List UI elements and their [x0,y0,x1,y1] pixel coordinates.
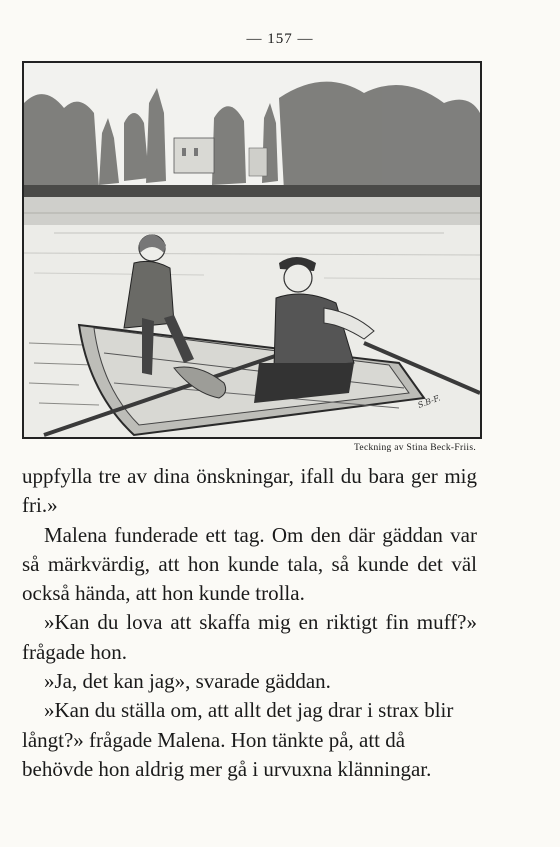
artist-signature: S.B-F. [416,393,442,410]
illustration [22,61,482,439]
illustration-caption: Teckning av Stina Beck-Friis. [353,443,476,453]
paragraph: »Kan du ställa om, att allt det jag drar i strax blir långt?» frågade Malena. Hon tänkte på, att då behövde hon aldrig mer gå i urvuxna klänningar. [22,698,454,781]
boat-scene-drawing [24,63,480,437]
paragraph: »Ja, det kan jag», svarade gäddan. [44,669,331,694]
page-number: — 157 — [246,31,314,47]
paragraph: uppfylla tre av dina önskningar, ifall du bara ger mig fri.» [22,464,477,518]
body-text [22,462,477,784]
paragraph: Malena funderade ett tag. Om den där gäddan var så märkvärdig, att hon kunde tala, så kunde det väl också hända, att hon kunde trolla. [22,522,477,606]
paragraph: »Kan du lova att skaffa mig en riktigt fin muff?» frågade hon. [22,610,477,664]
